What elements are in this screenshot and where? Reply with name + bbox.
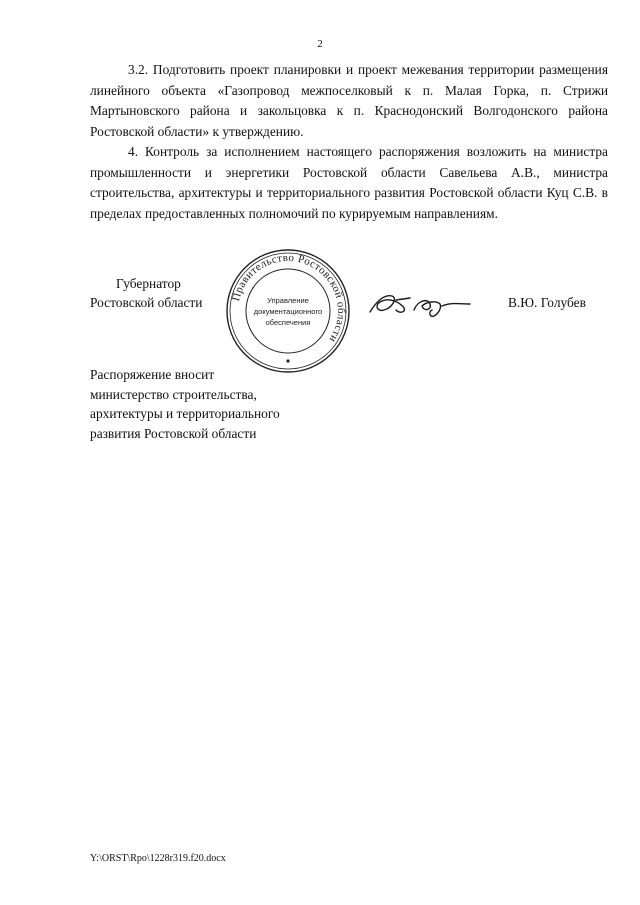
- submitted-by-block: [90, 365, 350, 443]
- submitted-by-line4: развития Ростовской области: [90, 425, 257, 441]
- handwritten-signature-icon: [362, 282, 492, 327]
- footer-file-path: Y:\ORST\Rpo\1228r319.f20.docx: [90, 853, 226, 864]
- signatory-title-line2: Ростовской области: [90, 295, 203, 310]
- page-number: 2: [317, 38, 323, 50]
- seal-inner-line2: документационного: [253, 307, 323, 316]
- submitted-by-line2: министерство строительства,: [90, 386, 257, 402]
- seal-outer-text: Правительство Ростовской области: [230, 251, 348, 345]
- signatory-title-line1: Губернатор: [116, 276, 181, 291]
- signatory-name: В.Ю. Голубев: [508, 295, 586, 310]
- seal-inner-line1: Управление: [267, 296, 309, 305]
- seal-inner-line3: обеспечения: [265, 318, 311, 327]
- official-seal-icon: [224, 247, 352, 375]
- paragraph-4: 4. Контроль за исполнением настоящего распоряжения возложить на министра промышленности и энергетики Ростовской области Савельева А.В., министра строительства, архитектуры и территориального развития Ростовской области Куц С.В. в пределах предоставленных полномочий по курируемым направлениям.: [90, 144, 608, 221]
- paragraph-3-2: 3.2. Подготовить проект планировки и проект межевания территории размещения линейного объекта «Газопровод межпоселковый к п. Малая Горка, п. Стрижи Мартыновского района и закольцовка к п. Краснодонский Волгодонского района Ростовской области» к утверждению.: [90, 62, 608, 139]
- submitted-by-line3: архитектуры и территориального: [90, 406, 280, 421]
- submitted-by-line1: Распоряжение вносит: [90, 367, 215, 382]
